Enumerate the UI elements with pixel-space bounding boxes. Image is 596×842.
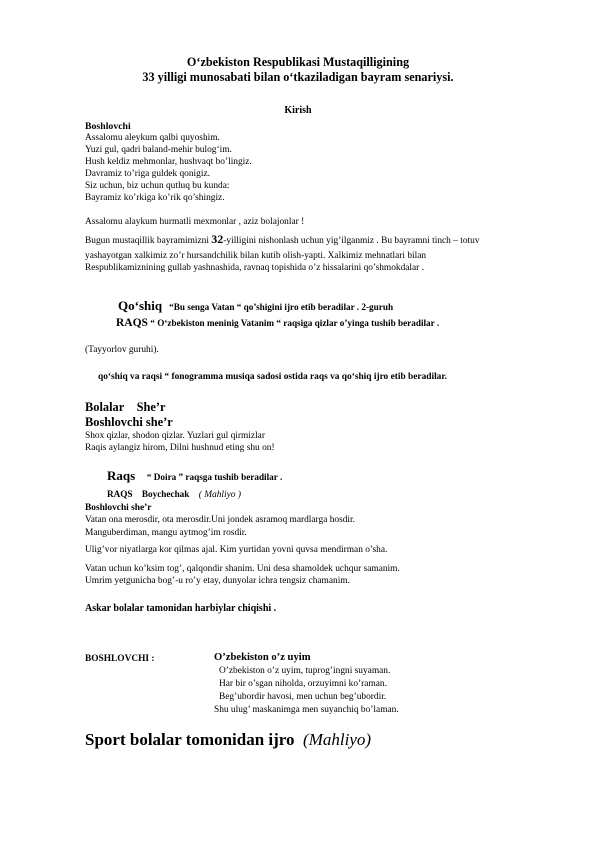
boshlovchi-sher-heading: Boshlovchi she’r [85, 415, 173, 429]
performance-raqs [116, 318, 439, 330]
poem-line: Ulig’vor niyatlarga kor qilmas ajal. Kim yurtidan yovni quvsa mendirman o’sha. [85, 545, 388, 555]
raqs-text: “ O‘zbekiston meninig Vatanim “ raqsiga qizlar o’yinga tushib beradilar . [150, 318, 440, 328]
raqs-label: RAQS [116, 317, 148, 329]
performance-doira [107, 470, 282, 484]
final-poem-title: O’zbekiston o’z uyim [214, 652, 311, 663]
final-poem-line: O’zbekiston o’z uyim, tuprog’ingni suyaman. [219, 666, 391, 676]
final-poem-line: Beg’ubordir havosi, men uchun beg’ubordir. [219, 692, 387, 702]
poem-line: Vatan ona merosdir, ota merosdir.Uni jondek asramoq mardlarga hosdir. [85, 515, 355, 525]
qoshiq-label: Qo‘shiq [118, 298, 163, 313]
greeting-line-with-number [85, 234, 480, 247]
performance-qoshiq [118, 300, 393, 314]
speaker-label: Boshlovchi [85, 121, 131, 132]
poem-line: Bayramiz ko’rkiga ko’rik qo’shingiz. [85, 193, 225, 203]
raqs-label: Raqs [107, 468, 136, 483]
sher-label: She’r [136, 400, 166, 414]
boychechak-text: Boychechak [141, 489, 190, 499]
section-heading-kirish: Kirish [284, 105, 312, 116]
raqs-label: RAQS [107, 489, 133, 499]
poem-line: Shox qizlar, shodon qizlar. Yuzlari gul qirmizlar [85, 431, 265, 441]
phonogram-note: qo‘shiq va raqsi “ fonogramma musiqa sadosi ostida raqs va qo‘shiq ijro etib beradilar. [98, 372, 448, 382]
greeting-text: Bugun mustaqillik bayramimizni [85, 236, 212, 246]
anniversary-number: 32 [211, 232, 224, 246]
askar-note: Askar bolalar tamonidan harbiylar chiqishi . [85, 603, 277, 614]
poem-line: Vatan uchun ko’ksim tog’, qalqondir shanim. Uni desa shamoldek uchqur samanim. [85, 564, 400, 574]
bolalar-sher-heading [85, 400, 166, 414]
greeting-line: Respublikamiznining gullab yashnashida, ravnaq topishida o’z hissalarini qo’shmokdalar . [85, 263, 424, 273]
performance-boychechak [107, 489, 241, 501]
poem-line: Raqis aylangiz hirom, Dilni hushnud eting shu on! [85, 443, 275, 453]
poem-line: Siz uchun, biz uchun qutluq bu kunda: [85, 181, 230, 191]
poem-line: Assalomu aleykum qalbi quyoshim. [85, 133, 220, 143]
final-poem-line: Shu ulug’ maskanimga men suyanchiq bo’laman. [214, 705, 399, 715]
greeting-line: yashayotgan xalkimiz zo’r hursandchilik bilan kutib olish-yapti. Xalkimiz mehnatlari bilan [85, 251, 427, 261]
doira-text: “ Doira ” raqsga tushib beradilar . [146, 472, 283, 482]
final-poem-line: Har bir o’sgan niholda, orzuyimni ko’raman. [219, 679, 387, 689]
final-speaker-label: BOSHLOVCHI : [85, 654, 155, 664]
poem-line: Umrim yetgunicha bog’-u ro’y etay, dunyolar ichra tengsiz chamanim. [85, 576, 350, 586]
bolalar-label: Bolalar [85, 400, 125, 414]
qoshiq-text: “Bu senga Vatan “ qo’shigini ijro etib beradilar . 2-guruh [169, 302, 394, 312]
title-line-2: 33 yilligi munosabati bilan o‘tkaziladigan bayram senariysi. [142, 70, 454, 84]
title-line-1: O‘zbekiston Respublikasi Mustaqilligining [186, 55, 410, 69]
group-note: (Tayyorlov guruhi). [85, 345, 159, 355]
poem-line: Davramiz to’riga guldek qonigiz. [85, 169, 210, 179]
poem-line: Hush keldiz mehmonlar, hushvaqt bo’lingiz. [85, 157, 252, 167]
boshlovchi-sher-label: Boshlovchi she’r [85, 503, 152, 513]
poem-line: Manguberdiman, mangu aytmog’im rosdir. [85, 528, 247, 538]
performer-name: ( Mahliyo ) [198, 490, 241, 500]
greeting-text: -yilligini nishonlash uchun yig’ilganmiz . Bu bayramni tinch – totuv [223, 236, 480, 246]
sport-text: Sport bolalar tomonidan ijro [85, 730, 295, 749]
sport-heading [85, 730, 371, 750]
poem-line: Yuzi gul, qadri baland-mehir bulog‘im. [85, 145, 232, 155]
greeting-line: Assalomu alaykum hurmatli mexmonlar , aziz bolajonlar ! [85, 217, 305, 227]
sport-performer: (Mahliyo) [303, 730, 372, 749]
